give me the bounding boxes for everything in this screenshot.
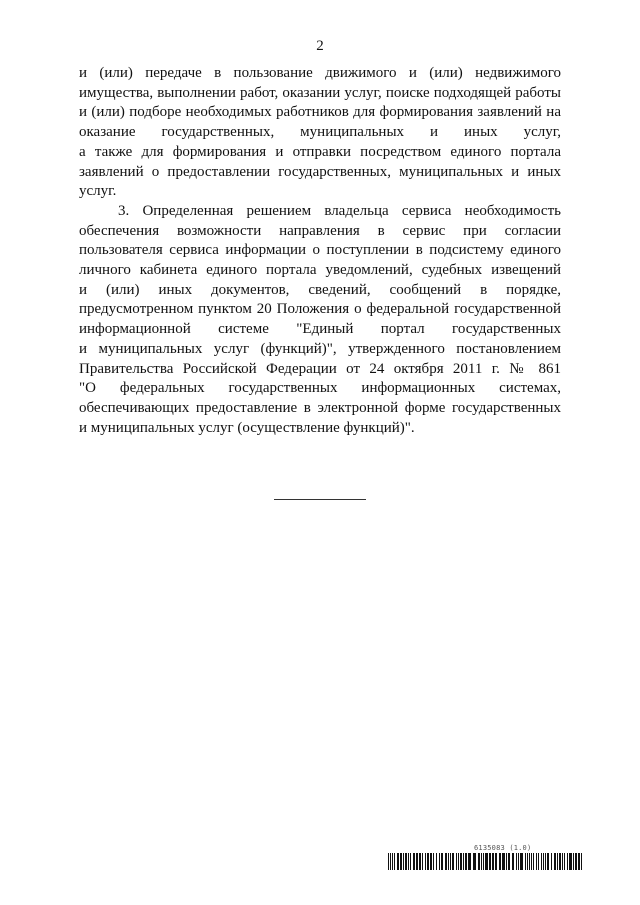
paragraph-2 bbox=[79, 202, 561, 438]
text-line: и муниципальных услуг (осуществление функций)". bbox=[79, 419, 415, 436]
text-line: а также для формирования и отправки посредством единого портала bbox=[79, 143, 561, 160]
paragraph-1 bbox=[79, 64, 561, 202]
document-body bbox=[79, 64, 561, 438]
document-code: 6135083 (1.0) bbox=[474, 844, 532, 852]
text-line: 3. Определенная решением владельца сервиса необходимость bbox=[118, 202, 561, 219]
text-line: имущества, выполнении работ, оказании услуг, поиске подходящей работы bbox=[79, 84, 561, 101]
text-line: Правительства Российской Федерации от 24 октября 2011 г. № 861 bbox=[79, 360, 561, 377]
text-line: обеспечивающих предоставление в электронной форме государственных bbox=[79, 399, 561, 416]
text-line: личного кабинета единого портала уведомлений, судебных извещений bbox=[79, 262, 561, 279]
barcode bbox=[388, 853, 582, 870]
text-line: информационной системе "Единый портал государственных bbox=[79, 321, 561, 338]
text-line: оказание государственных, муниципальных и иных услуг, bbox=[79, 124, 561, 141]
text-line: и (или) подборе необходимых работников для формирования заявлений на bbox=[79, 104, 561, 121]
page-number: 2 bbox=[316, 38, 324, 54]
closing-divider bbox=[274, 499, 366, 500]
text-line: заявлений о предоставлении государственных, муниципальных и иных bbox=[79, 163, 561, 180]
text-line: "О федеральных государственных информационных системах, bbox=[79, 380, 561, 397]
text-line: услуг. bbox=[79, 183, 117, 200]
text-line: предусмотренном пунктом 20 Положения о федеральной государственной bbox=[79, 301, 561, 318]
text-line: обеспечения возможности направления в сервис при согласии bbox=[79, 222, 561, 239]
text-line: и муниципальных услуг (функций)", утвержденного постановлением bbox=[79, 340, 561, 357]
text-line: пользователя сервиса информации о поступлении в подсистему единого bbox=[79, 242, 561, 259]
text-line: и (или) иных документов, сведений, сообщений в порядке, bbox=[79, 281, 561, 298]
text-line: и (или) передаче в пользование движимого и (или) недвижимого bbox=[79, 65, 561, 81]
